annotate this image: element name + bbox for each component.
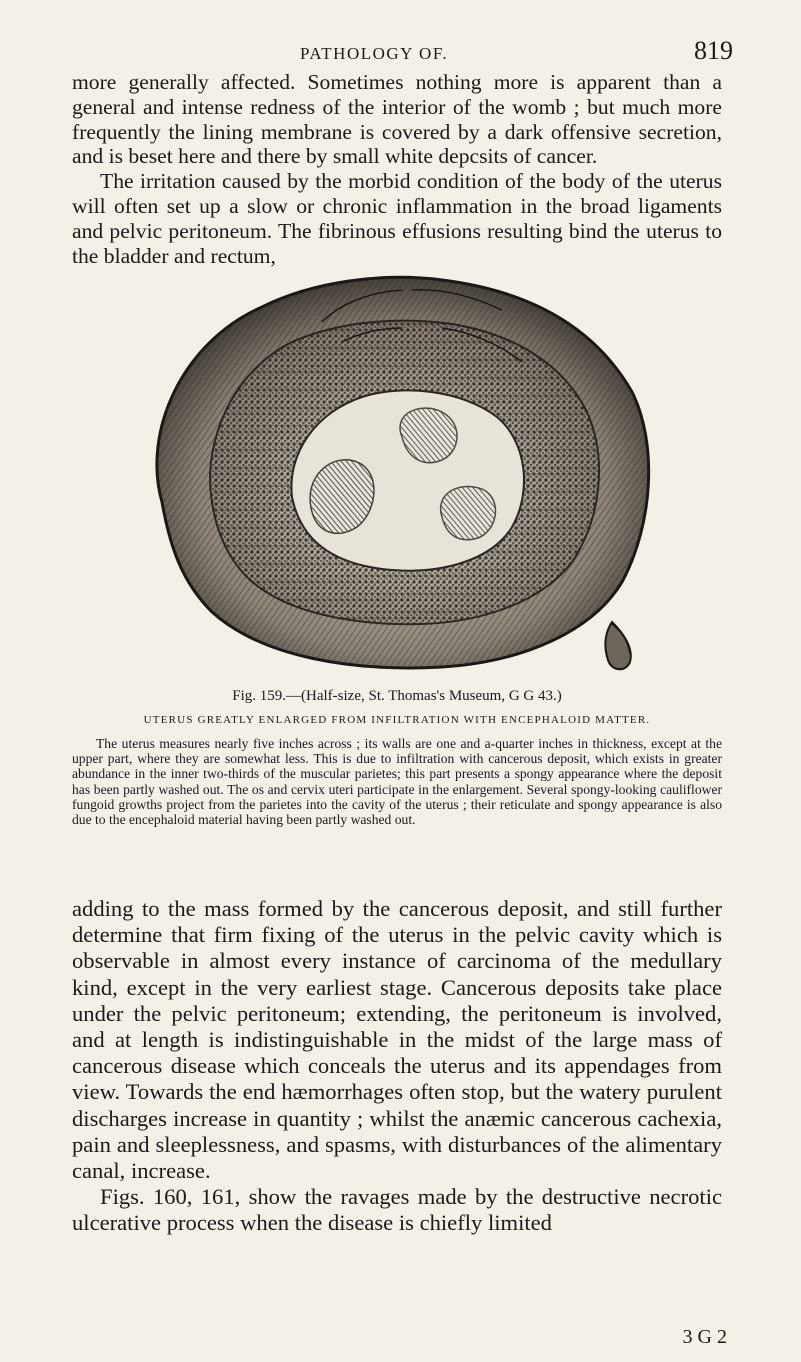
figure-description-text: The uterus measures nearly five inches across ; its walls are one and a-quarter inches in thickness, except at the upper part, where they are somewhat less. This is due to infiltration with cancerous deposit, which exists in greater abundance in the inner two-thirds of the muscular parietes; this part presents a spongy appearance where the deposit has been partly washed out. The os and cervix uteri participate in the enlargement. Several spongy-looking cauliflower fungoid growths project from the parietes into the cavity of the uterus ; their reticulate and spongy appearance is also due to the encephaloid material having been partly washed out. xyxy=(72,736,722,828)
uterus-engraving xyxy=(142,262,662,674)
figure-label: Fig. 159.—(Half-size, St. Thomas's Museum, G G 43.) xyxy=(232,688,562,704)
uterus-illustration xyxy=(142,262,662,674)
running-head xyxy=(0,30,801,70)
page-number: 819 xyxy=(694,36,733,65)
figure-subtitle: UTERUS GREATLY ENLARGED FROM INFILTRATION WITH ENCEPHALOID MATTER. xyxy=(143,714,651,726)
running-title: PATHOLOGY OF. xyxy=(300,44,449,63)
paragraph: Figs. 160, 161, show the ravages made by the destructive necrotic ulcerative process when the disease is chiefly limited xyxy=(72,1184,722,1236)
paragraph: adding to the mass formed by the cancerous deposit, and still further determine that firm fixing of the uterus in the pelvic cavity which is observable in almost every instance of carcinoma of the medullary kind, except in the very earliest stage. Cancerous deposits take place under the pelvic peritoneum; extending, the peritoneum is involved, and at length is indistinguishable in the midst of the large mass of cancerous disease which conceals the uterus and its appendages from view. Towards the end hæmorrhages often stop, but the watery purulent discharges increase in quantity ; whilst the anæmic cancerous cachexia, pain and sleeplessness, and spasms, with disturbances of the alimentary canal, increase. xyxy=(72,896,722,1184)
paragraph: more generally affected. Sometimes nothing more is apparent than a general and intense redness of the interior of the womb ; but much more frequently the lining membrane is covered by a dark offensive secretion, and is beset here and there by small white depcsits of cancer. xyxy=(72,70,722,169)
signature-mark: 3 G 2 xyxy=(682,1326,727,1348)
fungoid-growth xyxy=(441,486,496,539)
figure-description xyxy=(72,736,722,827)
body-text-top xyxy=(72,70,722,268)
paragraph: The irritation caused by the morbid condition of the body of the uterus will often set up a slow or chronic inflammation in the broad ligaments and pelvic peritoneum. The fibrinous effusions resulting bind the uterus to the bladder and rectum, xyxy=(72,169,722,268)
body-text-bottom xyxy=(72,896,722,1237)
